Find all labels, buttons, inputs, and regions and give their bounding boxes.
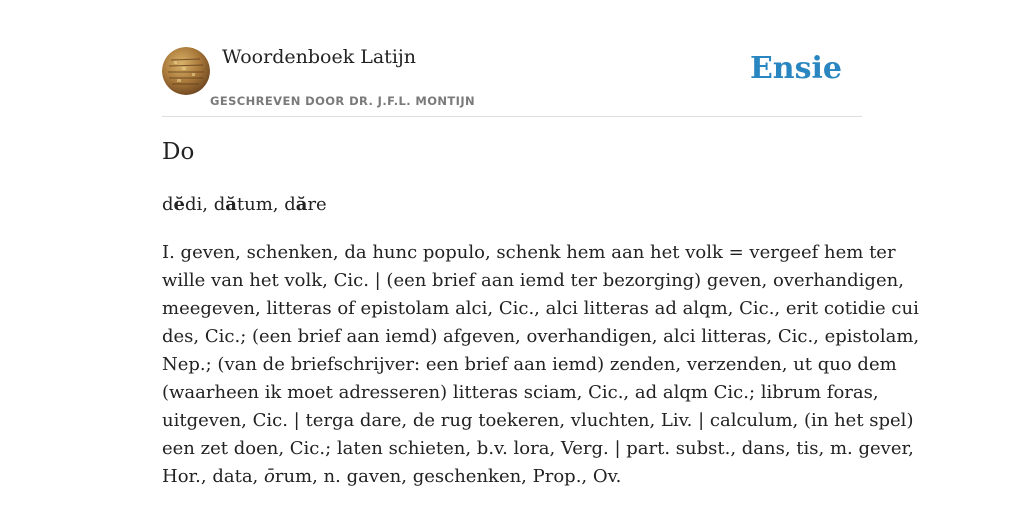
definition-line: des, Cic.; (een brief aan iemd) afgeven, overhandigen, alci litteras, Cic., epistolam,: [162, 326, 920, 347]
form-vowel-mark: ă: [295, 194, 308, 215]
book-title[interactable]: Woordenboek Latijn: [222, 46, 417, 68]
bronze-seal-icon[interactable]: [162, 47, 210, 95]
form-vowel-mark: ă: [225, 194, 237, 215]
definition-line: I. geven, schenken, da hunc populo, schenk hem aan het volk = vergeef hem ter: [162, 242, 896, 263]
definition-line: wille van het volk, Cic. | (een brief aan iemd ter bezorging) geven, overhandigen,: [162, 270, 904, 291]
definition-line-last: [162, 463, 862, 491]
definition-line: een zet doen, Cic.; laten schieten, b.v. lora, Verg. | part. subst., dans, tis, m. gever,: [162, 438, 914, 459]
definition-line: meegeven, litteras of epistolam alci, Cic., alci litteras ad alqm, Cic., erit cotidie cui: [162, 298, 919, 319]
definition-text: Hor., data,: [162, 466, 264, 487]
form-text: re: [307, 194, 327, 215]
form-text: tum, d: [236, 194, 296, 215]
form-vowel-mark: ĕ: [173, 194, 185, 215]
entry-forms: [162, 194, 327, 215]
form-text: d: [162, 194, 174, 215]
entry-title: Do: [162, 139, 195, 165]
form-text: di, d: [184, 194, 226, 215]
definition-line: (waarheen ik moet adresseren) litteras sciam, Cic., ad alqm Cic.; librum foras,: [162, 382, 879, 403]
header: [162, 40, 862, 117]
definition-line: uitgeven, Cic. | terga dare, de rug toekeren, vluchten, Liv. | calculum, (in het spel): [162, 410, 914, 431]
definition-text: rum, n. gaven, geschenken, Prop., Ov.: [274, 466, 622, 487]
author-byline[interactable]: GESCHREVEN DOOR DR. J.F.L. MONTIJN: [210, 94, 476, 108]
definition-vowel-mark: ō: [264, 466, 275, 487]
brand-logo[interactable]: Ensie: [749, 51, 842, 86]
definition-line: Nep.; (van de briefschrijver: een brief aan iemd) zenden, verzenden, ut quo dem: [162, 354, 897, 375]
entry-definition: [162, 239, 920, 491]
